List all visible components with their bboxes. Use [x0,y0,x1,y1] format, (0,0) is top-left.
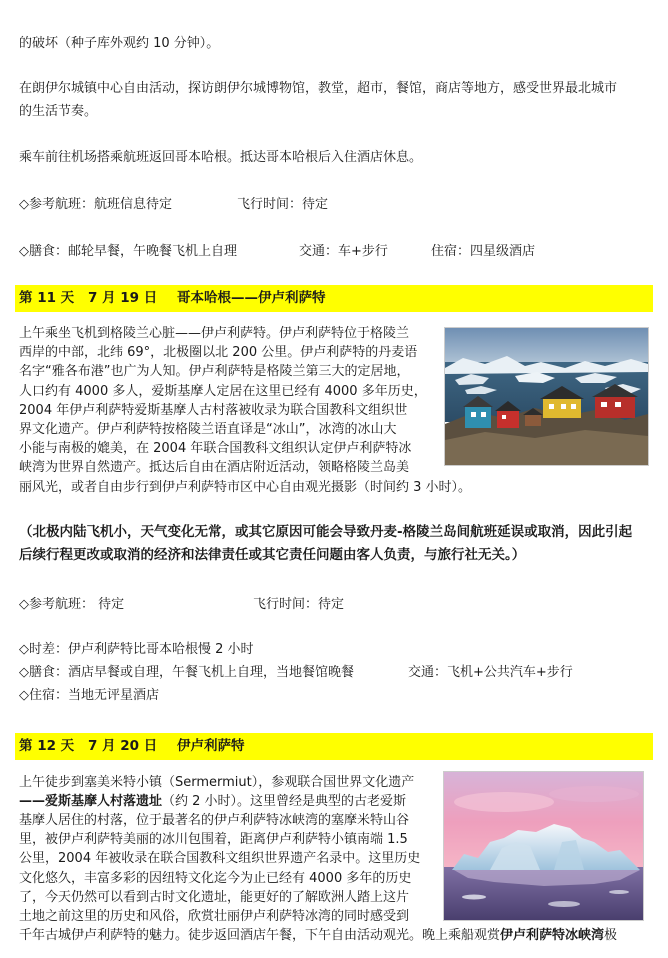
day12-line-2-rest: （约 2 小时）。这里曾经是典型的古老爱斯 [162,794,407,809]
paragraph-line: 里，被伊卢利萨特美丽的冰川包围着，距离伊卢利萨特小镇南端 1.5 [19,832,408,848]
day11-route: 哥本哈根——伊卢利萨特 [177,290,326,306]
day12-last-bold: 伊卢利萨特冰峡湾 [500,928,605,943]
paragraph-line: 小能与南极的媲美，在 2004 年联合国教科文组织认定伊卢利萨特冰 [19,441,412,457]
day11-header [15,285,653,312]
intro-lodging: 住宿：四星级酒店 [431,244,536,259]
day11-notice-line-2: 后续行程更改或取消的经济和法律责任或其它责任问题由客人负责，与旅行社无关。） [19,547,526,563]
paragraph-line: 基摩人居住的村落，位于最著名的伊卢利萨特冰峡湾的塞摩米特山谷 [19,813,410,828]
paragraph-line: 人口约有 4000 多人，爱斯基摩人定居在这里已经有 4000 多年历史， [19,383,427,399]
day11-day: 第 11 天 [19,290,75,306]
day11-notice-line-1: （北极内陆飞机小，天气变化无常，或其它原因可能会导致丹麦-格陵兰岛间航班延误或取消，因此引起 [19,524,633,540]
paragraph-line: 名字“雅各布港”也广为人知。伊卢利萨特是格陵兰第三大的定居地， [19,364,410,380]
day11-body-last: 丽风光，或者自由步行到伊卢利萨特市区中心自由观光摄影（时间约 3 小时）。 [19,480,472,495]
day12-heritage-bold: ——爱斯基摩人村落遗址 [19,794,163,809]
day11-meal: ◇膳食：酒店早餐或自理，午餐飞机上自理，当地餐馆晚餐 [19,665,354,680]
paragraph-line: 界文化遗产。伊卢利萨特按格陵兰语直译是“冰山”，冰湾的冰山大 [19,422,397,437]
iceberg-sunset-photo [443,771,644,921]
day12-last-tail: 极 [604,928,618,943]
paragraph-line: 文化悠久，丰富多彩的因纽特文化迄今为止已经有 4000 多年的历史 [19,870,412,886]
paragraph-line: 公里，2004 年被收录在联合国教科文组织世界遗产名录中。这里历史 [19,851,421,867]
day12-day: 第 12 天 [19,738,75,754]
paragraph-line: 土地之前这里的历史和风俗，欣赏壮丽伊卢利萨特冰湾的同时感受到 [19,909,410,924]
paragraph-line: 峡湾为世界自然遗产。抵达后自由在酒店附近活动，领略格陵兰岛美 [19,460,410,476]
intro-transport: 交通：车+步行 [299,244,388,259]
day11-lodging: ◇住宿：当地无评星酒店 [19,688,159,703]
day12-header [15,733,653,760]
day11-date: 7 月 19 日 [88,290,158,306]
intro-flight-time: 飞行时间：待定 [237,197,329,212]
day12-route: 伊卢利萨特 [177,738,245,754]
day12-date: 7 月 20 日 [88,738,158,754]
day11-flight-time: 飞行时间：待定 [253,597,345,612]
day12-last-text: 千年古城伊卢利萨特的魅力。徒步返回酒店午餐，下午自由活动观光。晚上乘船观赏 [19,928,501,943]
paragraph-line: 西岸的中部，北纬 69°，北极圈以北 200 公里。伊卢利萨特的丹麦语 [19,345,418,361]
day11-transport: 交通：飞机+公共汽车+步行 [408,665,573,680]
paragraph-line: 了，今天仍然可以看到古时文化遗址，能更好的了解欧洲人踏上这片 [19,889,410,905]
day11-timediff: ◇时差：伊卢利萨特比哥本哈根慢 2 小时 [19,642,254,657]
intro-line-3: 的生活节奏。 [19,104,98,119]
paragraph-line: 2004 年伊卢利萨特爱斯基摩人古村落被收录为联合国教科文组织世 [19,402,408,418]
intro-line-1: 的破坏（种子库外观约 10 分钟）。 [19,36,220,51]
day12-line-1: 上午徒步到塞美米特小镇（Sermermiut），参观联合国世界文化遗产 [19,775,415,790]
intro-meal: ◇膳食：邮轮早餐，午晚餐飞机上自理 [19,244,237,259]
day11-flight: ◇参考航班： 待定 [19,597,125,612]
day12-line-2 [19,792,406,812]
intro-flight: ◇参考航班：航班信息待定 [19,197,172,212]
day12-last-line [19,926,617,946]
paragraph-line: 上午乘坐飞机到格陵兰心脏——伊卢利萨特。伊卢利萨特位于格陵兰 [19,326,410,341]
intro-line-4: 乘车前往机场搭乘航班返回哥本哈根。抵达哥本哈根后入住酒店休息。 [19,150,423,165]
intro-line-2: 在朗伊尔城镇中心自由活动，探访朗伊尔城博物馆，教堂，超市，餐馆，商店等地方，感受世界最北城市 [19,81,618,96]
ilulissat-houses-photo [444,327,649,466]
